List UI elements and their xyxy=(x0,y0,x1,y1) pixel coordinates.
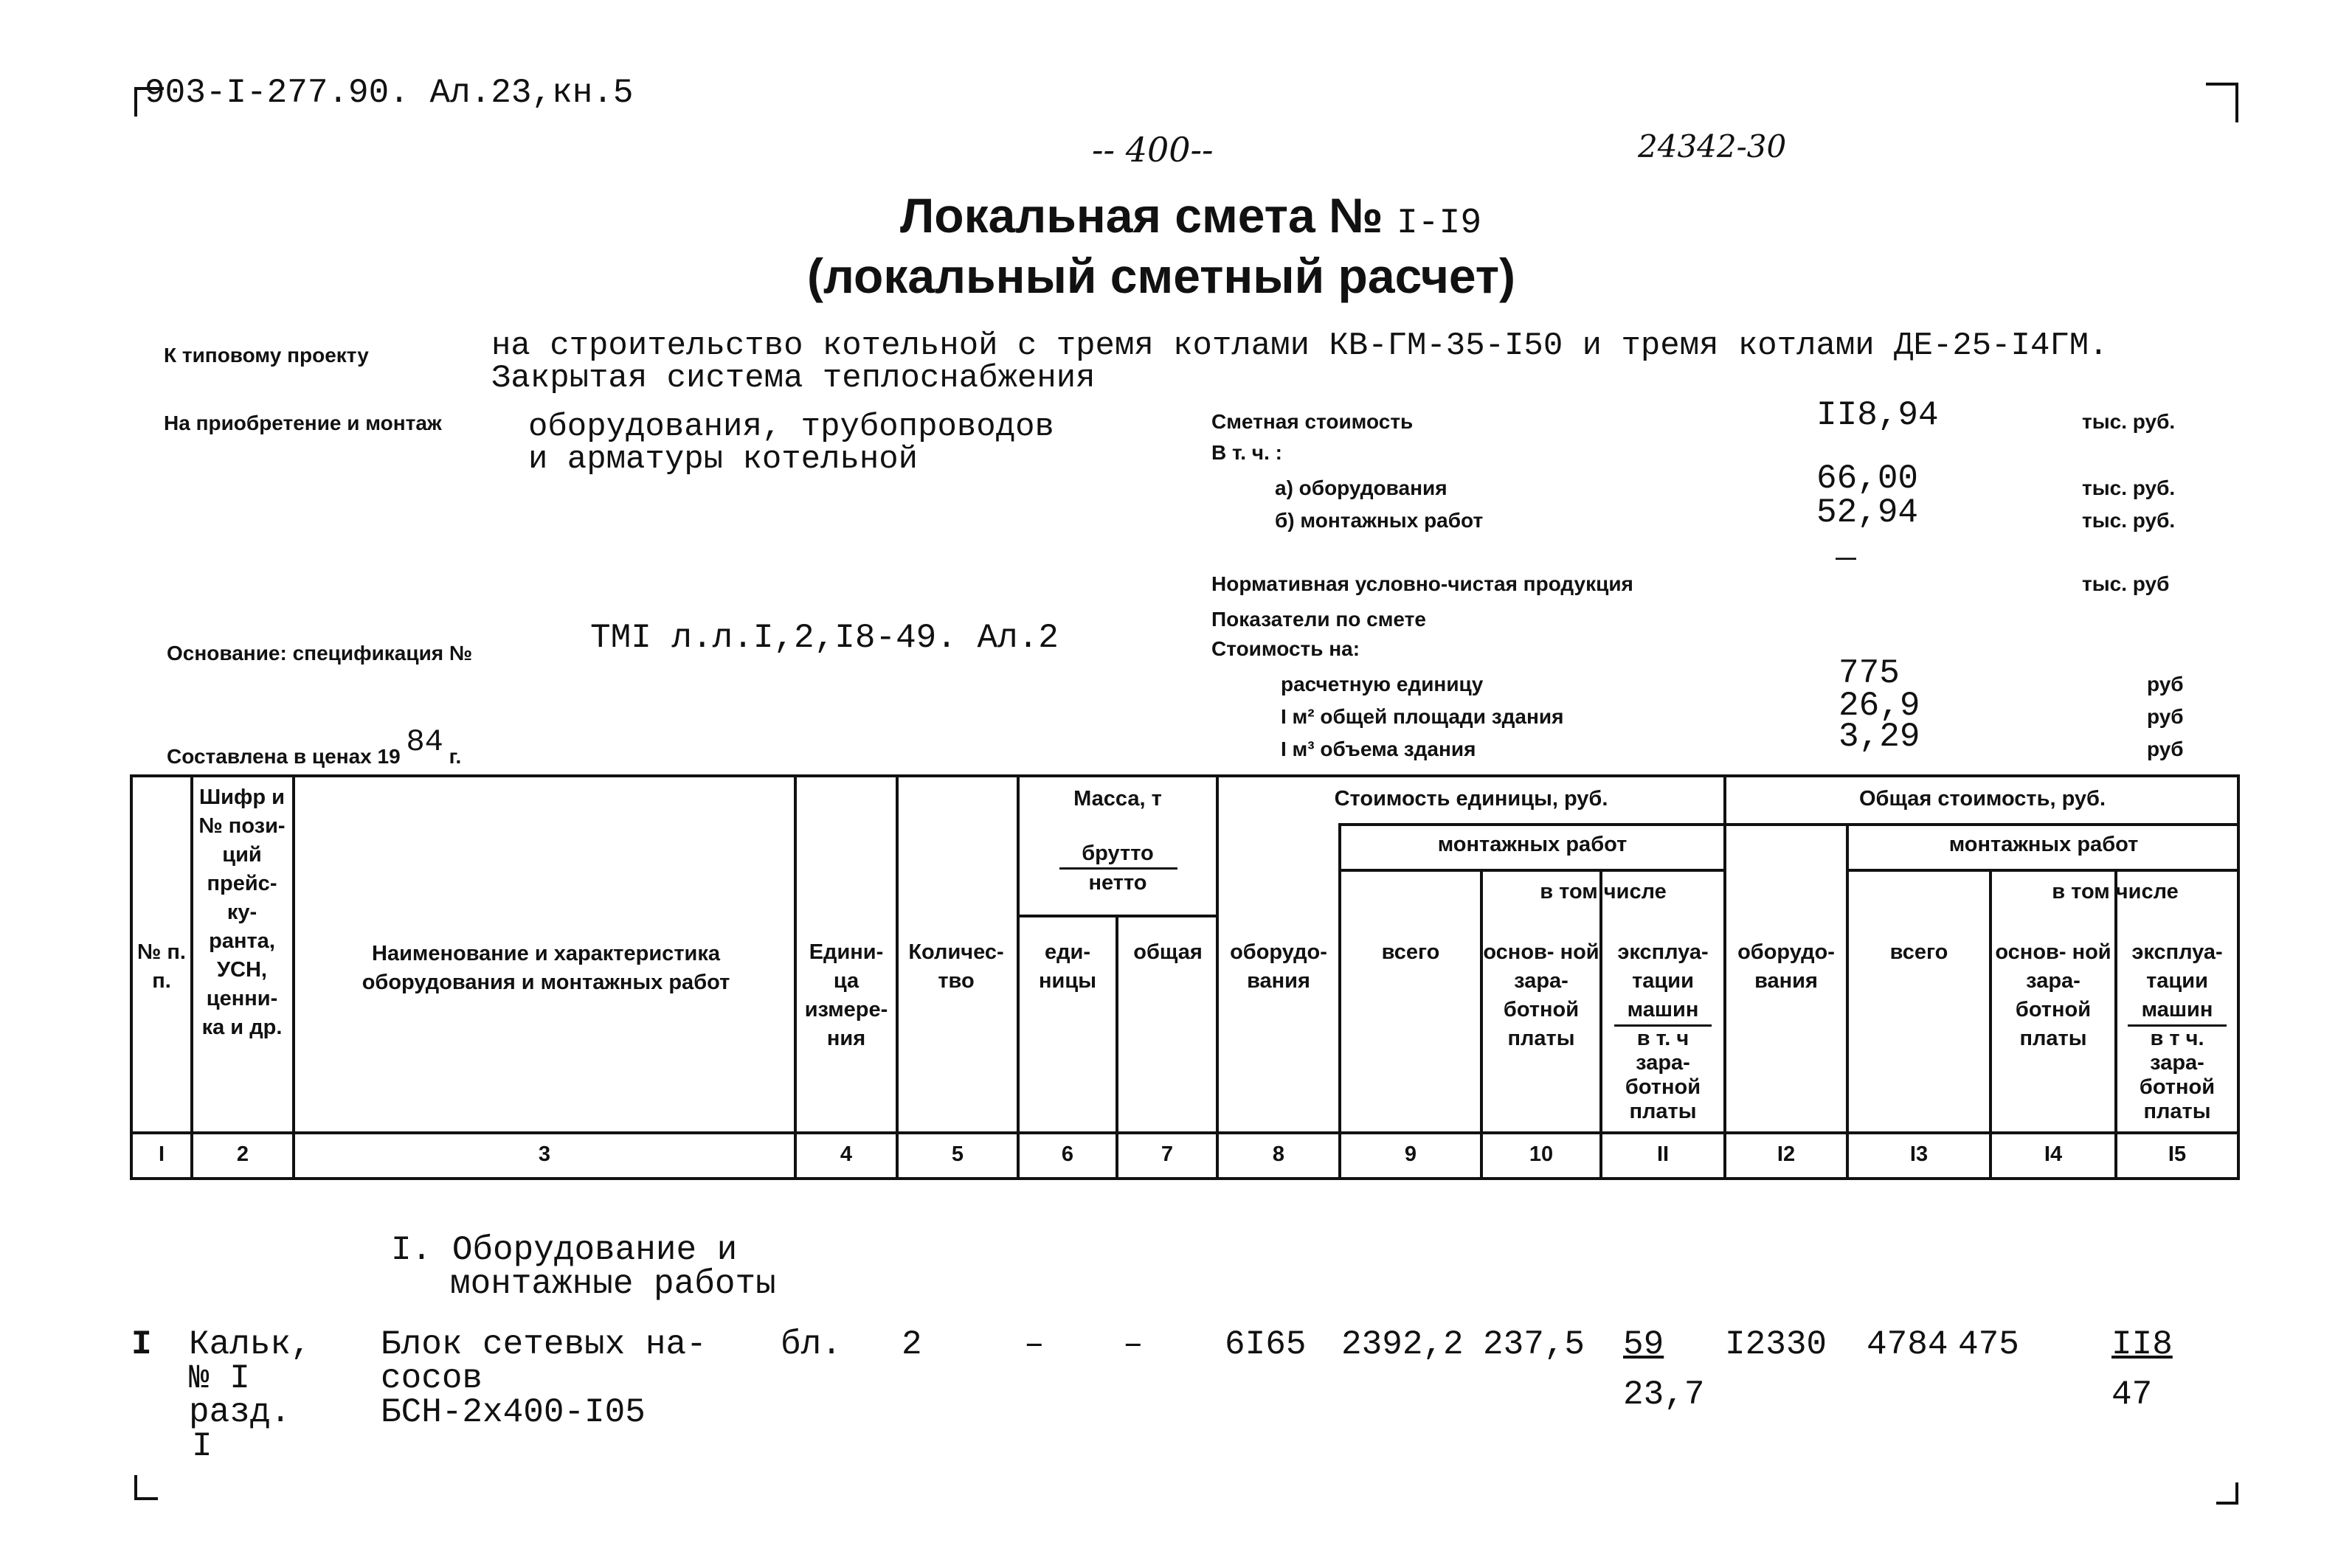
col-number-10: 10 xyxy=(1529,1142,1554,1166)
compiled-suffix: г. xyxy=(449,745,462,768)
project-label: К типовому проекту xyxy=(164,344,369,367)
header-machines-wage: в т. ч зара- ботной платы xyxy=(1614,1024,1712,1124)
header-col-install-unit-wage: основ- ной зара- ботной платы xyxy=(1483,940,1599,1050)
row-code-3: разд. xyxy=(189,1393,291,1432)
header-col-install-total-machines xyxy=(2117,938,2237,1124)
purchase-label: На приобретение и монтаж xyxy=(164,412,442,434)
row-install-total-machines-wage: 47 xyxy=(2111,1376,2153,1414)
header-col-install-total-total: всего xyxy=(1889,940,1948,964)
row-name-3: БСН-2х400-I05 xyxy=(381,1393,646,1432)
row-code-1: Кальк, xyxy=(189,1325,311,1364)
row-quantity: 2 xyxy=(902,1325,922,1364)
col-number-11: II xyxy=(1656,1142,1670,1166)
page-subtitle: (локальный сметный расчет) xyxy=(807,249,1516,303)
col-number-4: 4 xyxy=(840,1142,853,1166)
section-heading-line-2: монтажные работы xyxy=(450,1265,776,1303)
title-number: I-I9 xyxy=(1396,204,1482,243)
row-install-unit-wage: 237,5 xyxy=(1483,1325,1585,1364)
norm-product-unit: тыс. руб xyxy=(2082,572,2170,595)
unit-cost-unit: руб xyxy=(2147,673,2184,695)
col-number-3: 3 xyxy=(538,1142,551,1166)
row-code-2: № I xyxy=(189,1359,250,1398)
col-number-14: I4 xyxy=(2044,1142,2063,1166)
unit-cost-label: расчетную единицу xyxy=(1281,673,1484,695)
row-equipment-total: I2330 xyxy=(1725,1325,1827,1364)
row-install-total: 4784 xyxy=(1867,1325,1948,1364)
compiled-year: 84 xyxy=(406,724,443,760)
header-col-code: Шифр и № пози- ций прейс- ку- ранта, УСН, ценни- ка и др. xyxy=(198,785,286,1039)
equipment-cost-value: 66,00 xyxy=(1816,459,1919,498)
table-line-h2 xyxy=(1338,869,1723,872)
basis-value: ТМI л.л.I,2,I8-49. Ал.2 xyxy=(590,619,1059,657)
table-col-sep-1 xyxy=(190,774,193,1180)
row-install-unit-machines-wage: 23,7 xyxy=(1623,1376,1705,1414)
purchase-line-1: оборудования, трубопроводов xyxy=(528,409,1054,445)
equipment-cost-label: а) оборудования xyxy=(1275,476,1447,499)
install-cost-label: б) монтажных работ xyxy=(1275,509,1484,532)
table-border-bottom xyxy=(130,1177,2240,1180)
header-col-unit: Едини- ца измере- ния xyxy=(804,940,888,1050)
row-number: I xyxy=(131,1325,152,1364)
project-line-2: Закрытая система теплоснабжения xyxy=(491,360,1096,397)
header-install-total: монтажных работ xyxy=(1948,833,2139,856)
row-name-1: Блок сетевых на- xyxy=(381,1325,707,1364)
header-col-install-total-wage: основ- ной зара- ботной платы xyxy=(1995,940,2111,1050)
total-cost-value: II8,94 xyxy=(1816,396,1939,434)
install-cost-unit: тыс. руб. xyxy=(2082,509,2176,532)
col-number-15: I5 xyxy=(2168,1142,2187,1166)
col-number-6: 6 xyxy=(1061,1142,1074,1166)
page-title xyxy=(900,187,1481,243)
header-install-unit: монтажных работ xyxy=(1437,833,1628,856)
cost-on-label: Стоимость на: xyxy=(1211,637,1360,660)
compiled-label xyxy=(167,724,462,773)
basis-label: Основание: спецификация № xyxy=(167,642,473,665)
header-machines-wage-2: в т ч. зара- ботной платы xyxy=(2128,1024,2227,1124)
header-machines-text: эксплуа- тации машин xyxy=(1617,940,1709,1021)
header-col-mass-unit: еди- ницы xyxy=(1039,940,1096,993)
area-cost-label: I м² общей площади здания xyxy=(1281,705,1564,728)
table-line-h1b xyxy=(1846,823,2240,826)
row-install-total-machines: II8 xyxy=(2111,1325,2173,1364)
compiled-text: Составлена в ценах 19 xyxy=(167,745,401,768)
area-cost-unit: руб xyxy=(2147,705,2184,728)
header-machines-text-2: эксплуа- тации машин xyxy=(2131,940,2223,1021)
header-total-cost: Общая стоимость, руб. xyxy=(1859,787,2106,811)
header-col-mass-total: общая xyxy=(1133,940,1203,964)
col-number-2: 2 xyxy=(236,1142,249,1166)
table-col-sep-2 xyxy=(292,774,295,1180)
corner-mark-bottom-left xyxy=(134,1475,158,1500)
header-incl-unit: в том числе xyxy=(1540,880,1667,903)
header-incl-total: в том числе xyxy=(2052,880,2179,903)
row-code-4: I xyxy=(192,1427,212,1465)
document-code: 903-I-277.90. Ал.23,кн.5 xyxy=(145,74,634,112)
title-text: Локальная смета № xyxy=(900,188,1383,243)
row-name-2: сосов xyxy=(381,1359,483,1398)
volume-cost-unit: руб xyxy=(2147,738,2184,760)
unit-cost-value: 775 xyxy=(1839,654,1900,693)
col-number-5: 5 xyxy=(951,1142,964,1166)
col-number-8: 8 xyxy=(1272,1142,1285,1166)
row-unit: бл. xyxy=(781,1325,842,1364)
area-cost-value: 26,9 xyxy=(1839,687,1920,725)
corner-mark-top-right xyxy=(2206,83,2238,122)
header-col-equip-unit: оборудо- вания xyxy=(1230,940,1327,993)
row-install-total-wage: 475 xyxy=(1958,1325,2019,1364)
row-install-unit-total: 2392,2 xyxy=(1341,1325,1464,1364)
header-col-qty: Количес- тво xyxy=(908,940,1004,993)
volume-cost-label: I м³ объема здания xyxy=(1281,738,1476,760)
table-line-h2b xyxy=(1846,869,2240,872)
norm-product-label: Нормативная условно-чистая продукция xyxy=(1211,572,1633,595)
norm-product-value: — xyxy=(1836,546,1856,569)
total-cost-unit: тыс. руб. xyxy=(2082,410,2176,433)
total-cost-label: Сметная стоимость xyxy=(1211,410,1414,433)
header-mass: Масса, т xyxy=(1073,787,1162,811)
incl-label: В т. ч. : xyxy=(1211,441,1282,464)
header-col-no: № п. п. xyxy=(137,940,186,993)
table-col-sep-8 xyxy=(1338,823,1341,1180)
col-number-9: 9 xyxy=(1404,1142,1417,1166)
indicators-label: Показатели по смете xyxy=(1211,608,1426,631)
header-col-install-unit-total: всего xyxy=(1381,940,1440,964)
equipment-cost-unit: тыс. руб. xyxy=(2082,476,2176,499)
col-number-13: I3 xyxy=(1909,1142,1929,1166)
purchase-line-2: и арматуры котельной xyxy=(528,441,919,478)
header-col-name: Наименование и характеристика оборудования и монтажных работ xyxy=(362,942,730,994)
col-number-12: I2 xyxy=(1777,1142,1796,1166)
corner-mark-bottom-right xyxy=(2216,1482,2238,1505)
row-install-unit-machines: 59 xyxy=(1623,1325,1664,1364)
header-brutto: брутто xyxy=(1082,842,1154,865)
row-mass-unit: – xyxy=(1024,1325,1045,1364)
install-cost-value: 52,94 xyxy=(1816,493,1919,532)
table-col-sep-12 xyxy=(1846,823,1849,1180)
row-mass-total: – xyxy=(1123,1325,1144,1364)
header-unit-cost: Стоимость единицы, руб. xyxy=(1334,787,1608,811)
col-number-1: I xyxy=(158,1142,165,1166)
table-line-header-bottom xyxy=(130,1131,2240,1134)
inventory-number: 24342-30 xyxy=(1638,128,1787,164)
page-number: -- 400-- xyxy=(1092,130,1214,170)
header-netto: нетто xyxy=(1088,871,1147,895)
row-equipment-unit-cost: 6I65 xyxy=(1225,1325,1307,1364)
table-border-top xyxy=(130,774,2240,777)
volume-cost-value: 3,29 xyxy=(1839,718,1920,756)
section-heading-line-1: I. Оборудование и xyxy=(391,1231,738,1269)
header-col-equip-total: оборудо- вания xyxy=(1737,940,1835,993)
header-col-install-unit-machines xyxy=(1602,938,1723,1124)
project-line-1: на строительство котельной с тремя котлами КВ-ГМ-35-I50 и тремя котлами ДЕ-25-I4ГМ. xyxy=(491,327,2109,364)
col-number-7: 7 xyxy=(1161,1142,1174,1166)
